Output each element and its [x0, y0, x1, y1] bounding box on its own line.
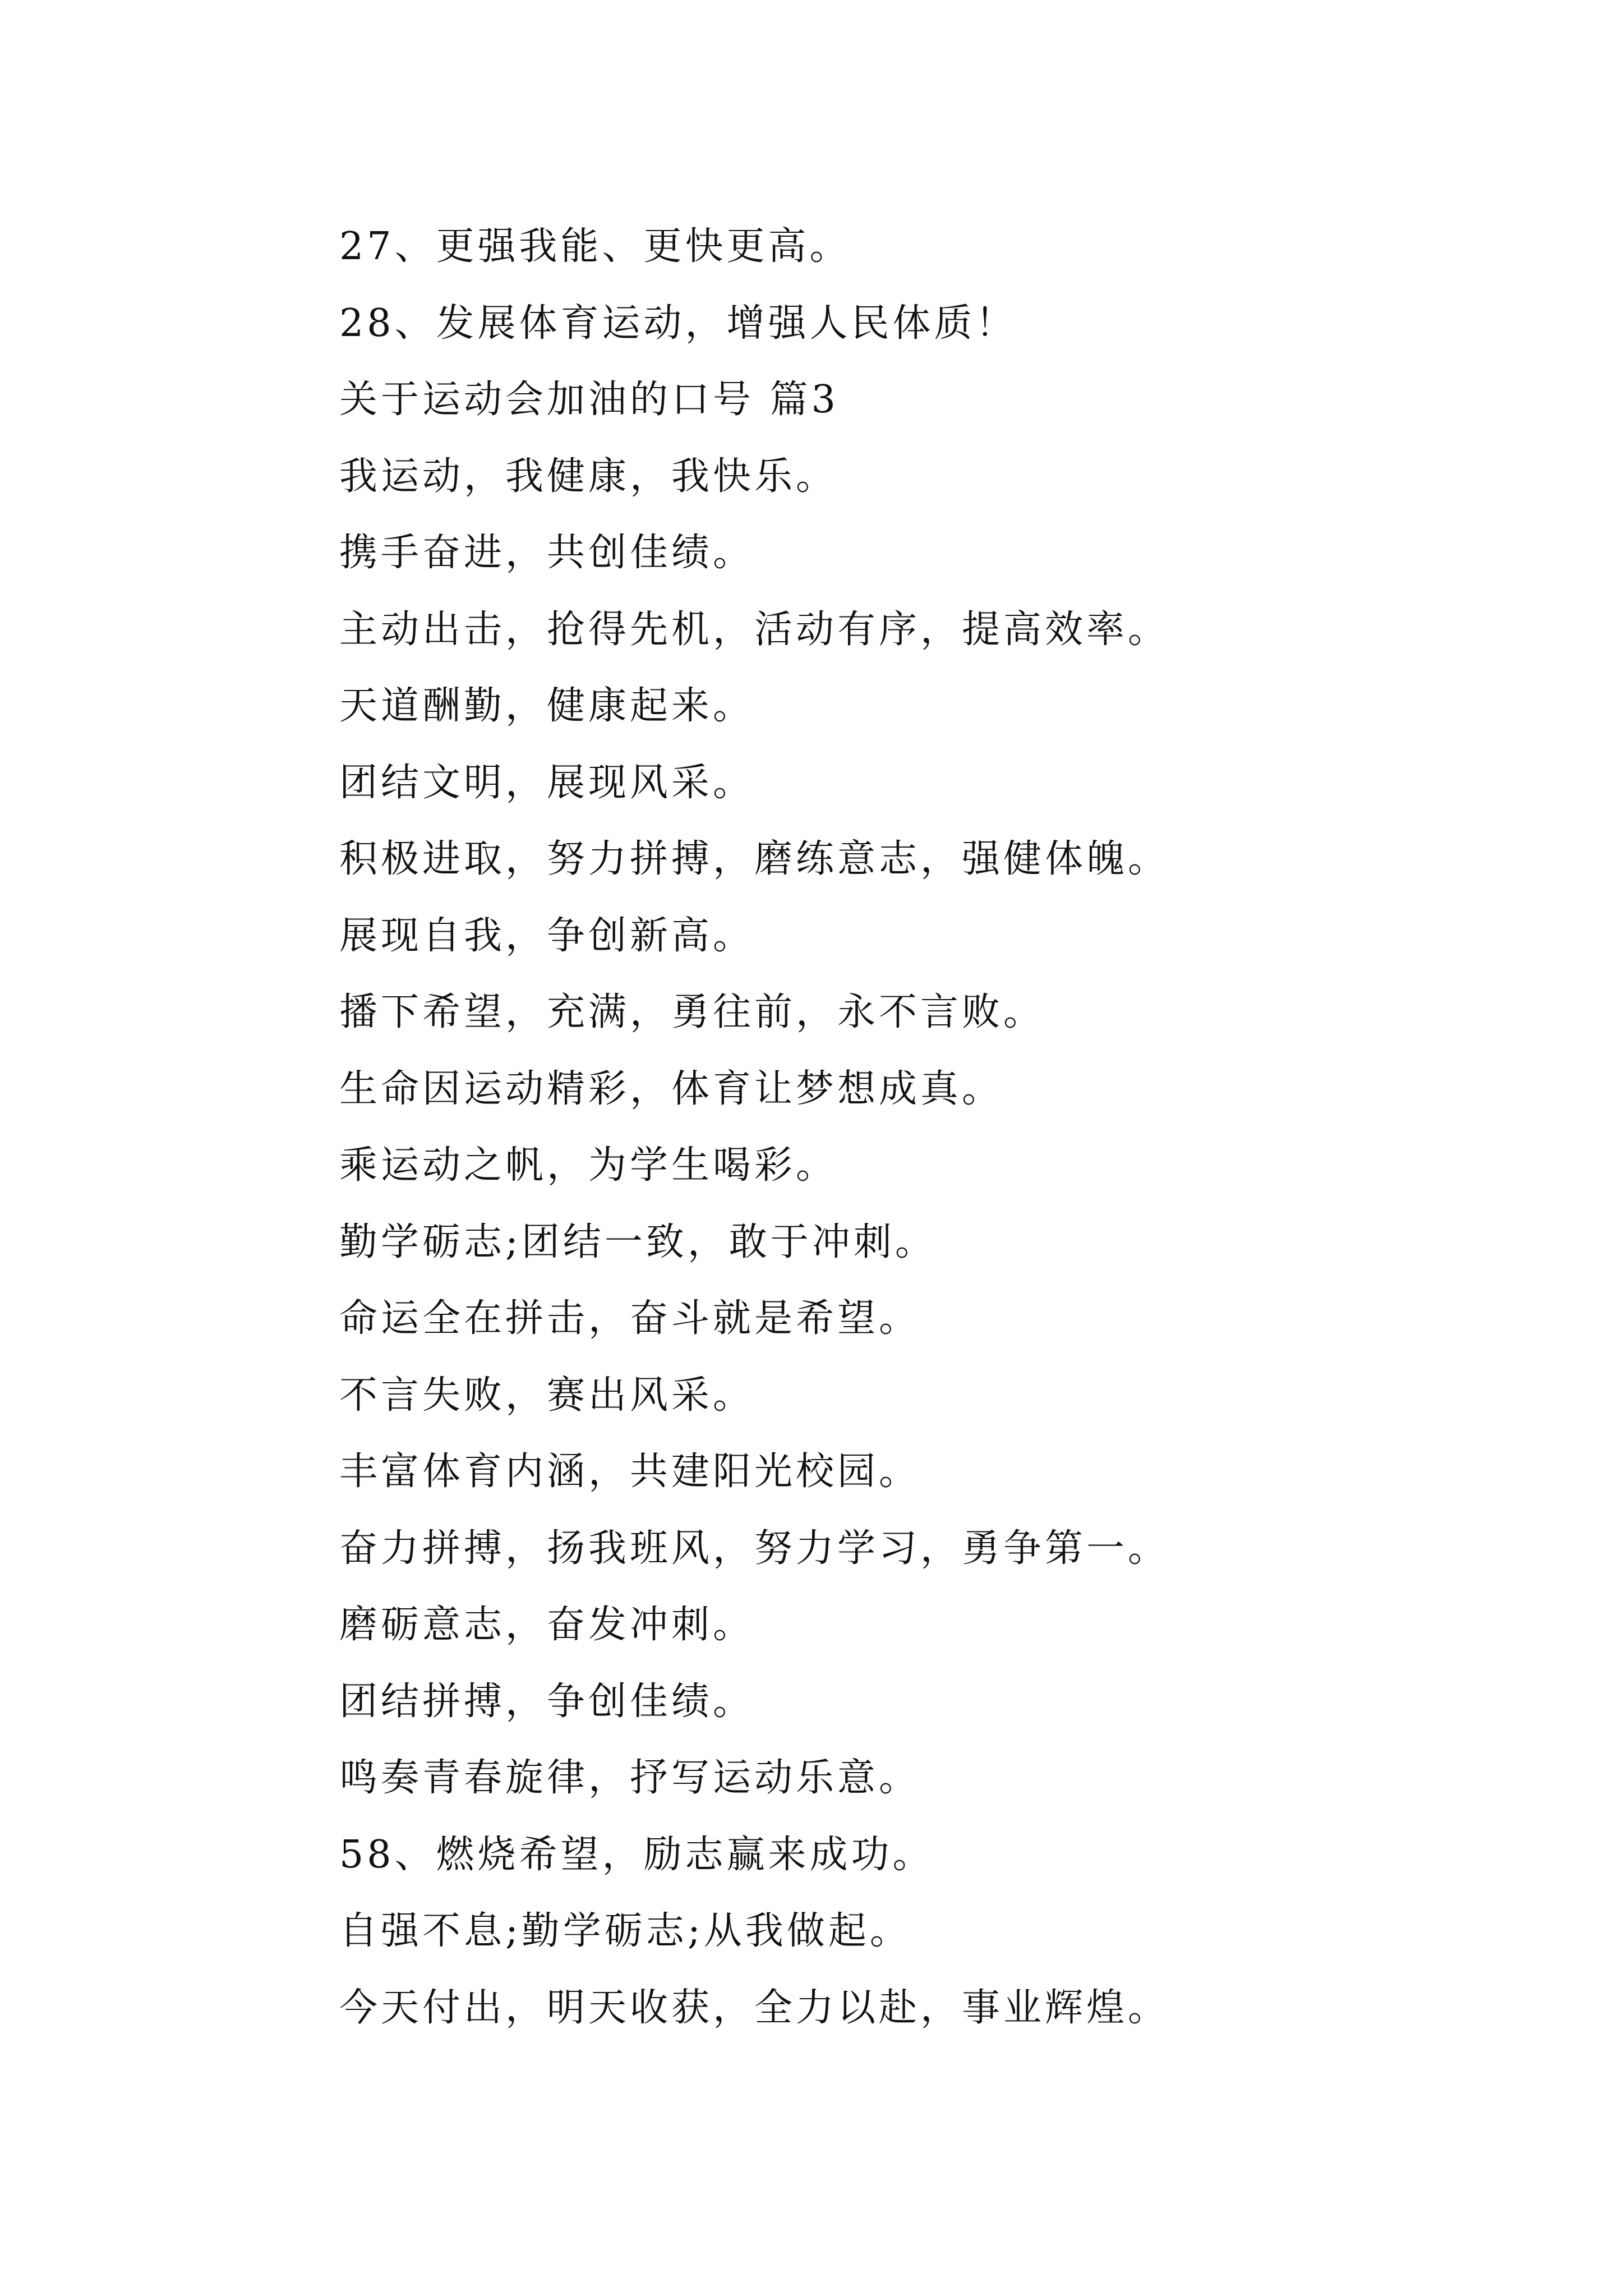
text-line: 自强不息;勤学砺志;从我做起。 — [339, 1909, 911, 1953]
text-line: 鸣奏青春旋律，抒写运动乐意。 — [339, 1756, 921, 1800]
text-line: 磨砺意志，奋发冲刺。 — [339, 1603, 755, 1647]
text-line: 不言失败，赛出风采。 — [339, 1373, 755, 1418]
text-line: 命运全在拼击，奋斗就是希望。 — [339, 1296, 921, 1341]
text-line: 58、燃烧希望，励志赢来成功。 — [339, 1832, 934, 1877]
text-line: 积极进取，努力拼搏，磨练意志，强健体魄。 — [339, 837, 1170, 881]
text-line: 团结文明，展现风采。 — [339, 760, 755, 805]
text-line: 丰富体育内涵，共建阳光校园。 — [339, 1450, 921, 1494]
text-line: 我运动，我健康，我快乐。 — [339, 454, 838, 499]
text-line: 28、发展体育运动，增强人民体质！ — [339, 301, 1017, 346]
document-body — [339, 209, 1517, 2046]
text-line: 生命因运动精彩，体育让梦想成真。 — [339, 1066, 1004, 1111]
section-heading: 关于运动会加油的口号 篇3 — [339, 378, 839, 422]
text-line: 主动出击，抢得先机，活动有序，提高效率。 — [339, 607, 1170, 652]
text-line: 勤学砺志;团结一致，敢于冲刺。 — [339, 1220, 937, 1264]
text-line: 今天付出，明天收获，全力以赴，事业辉煌。 — [339, 1985, 1170, 2030]
text-line: 团结拼搏，争创佳绩。 — [339, 1679, 755, 1724]
text-line: 展现自我，争创新高。 — [339, 913, 755, 958]
text-line: 奋力拼搏，扬我班风，努力学习，勇争第一。 — [339, 1526, 1170, 1571]
text-line: 27、更强我能、更快更高。 — [339, 224, 851, 269]
text-line: 携手奋进，共创佳绩。 — [339, 531, 755, 575]
text-line: 天道酬勤，健康起来。 — [339, 684, 755, 728]
text-line: 播下希望，充满，勇往前，永不言败。 — [339, 990, 1045, 1034]
text-line: 乘运动之帆，为学生喝彩。 — [339, 1143, 838, 1188]
